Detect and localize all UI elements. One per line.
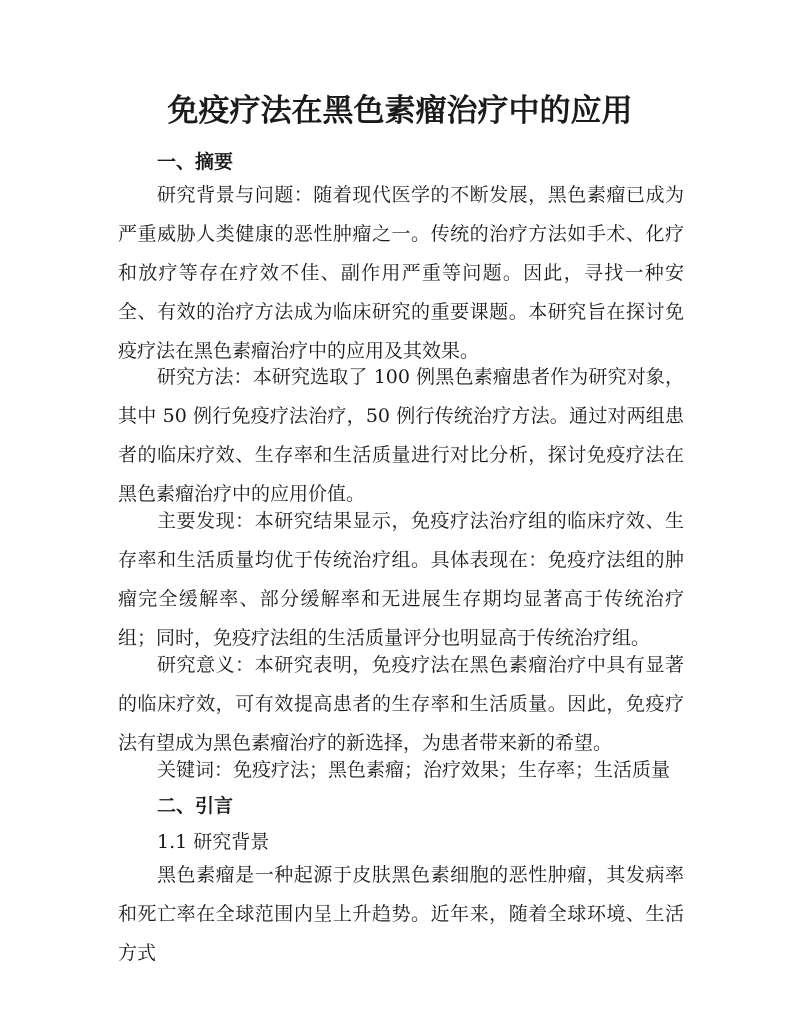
abstract-background-paragraph: 研究背景与问题：随着现代医学的不断发展，黑色素瘤已成为严重威胁人类健康的恶性肿瘤之一。传统的治疗方法如手术、化疗和放疗等存在疗效不佳、副作用严重等问题。因此，寻找一种安全、有效的治疗方法成为临床研究的重要课题。本研究旨在探讨免疫疗法在黑色素瘤治疗中的应用及其效果。 bbox=[118, 184, 684, 362]
document-title: 免疫疗法在黑色素瘤治疗中的应用 bbox=[167, 93, 633, 129]
intro-paragraph: 黑色素瘤是一种起源于皮肤黑色素细胞的恶性肿瘤，其发病率和死亡率在全球范围内呈上升趋势。近年来，随着全球环境、生活方式 bbox=[118, 864, 684, 964]
abstract-methods-paragraph: 研究方法：本研究选取了 100 例黑色素瘤患者作为研究对象，其中 50 例行免疫疗法治疗，50 例行传统治疗方法。通过对两组患者的临床疗效、生存率和生活质量进行对比分析，探讨免疫疗法在黑色素瘤治疗中的应用价值。 bbox=[118, 366, 684, 505]
intro-subheading: 1.1 研究背景 bbox=[157, 831, 270, 853]
intro-heading: 二、引言 bbox=[157, 795, 234, 817]
keywords-line: 关键词：免疫疗法；黑色素瘤；治疗效果；生存率；生活质量 bbox=[157, 759, 671, 781]
abstract-significance-paragraph: 研究意义：本研究表明，免疫疗法在黑色素瘤治疗中具有显著的临床疗效，可有效提高患者的生存率和生活质量。因此，免疫疗法有望成为黑色素瘤治疗的新选择，为患者带来新的希望。 bbox=[118, 654, 684, 754]
abstract-findings-paragraph: 主要发现：本研究结果显示，免疫疗法治疗组的临床疗效、生存率和生活质量均优于传统治疗组。具体表现在：免疫疗法组的肿瘤完全缓解率、部分缓解率和无进展生存期均显著高于传统治疗组；同时，免疫疗法组的生活质量评分也明显高于传统治疗组。 bbox=[118, 510, 684, 649]
abstract-heading: 一、摘要 bbox=[157, 151, 234, 173]
